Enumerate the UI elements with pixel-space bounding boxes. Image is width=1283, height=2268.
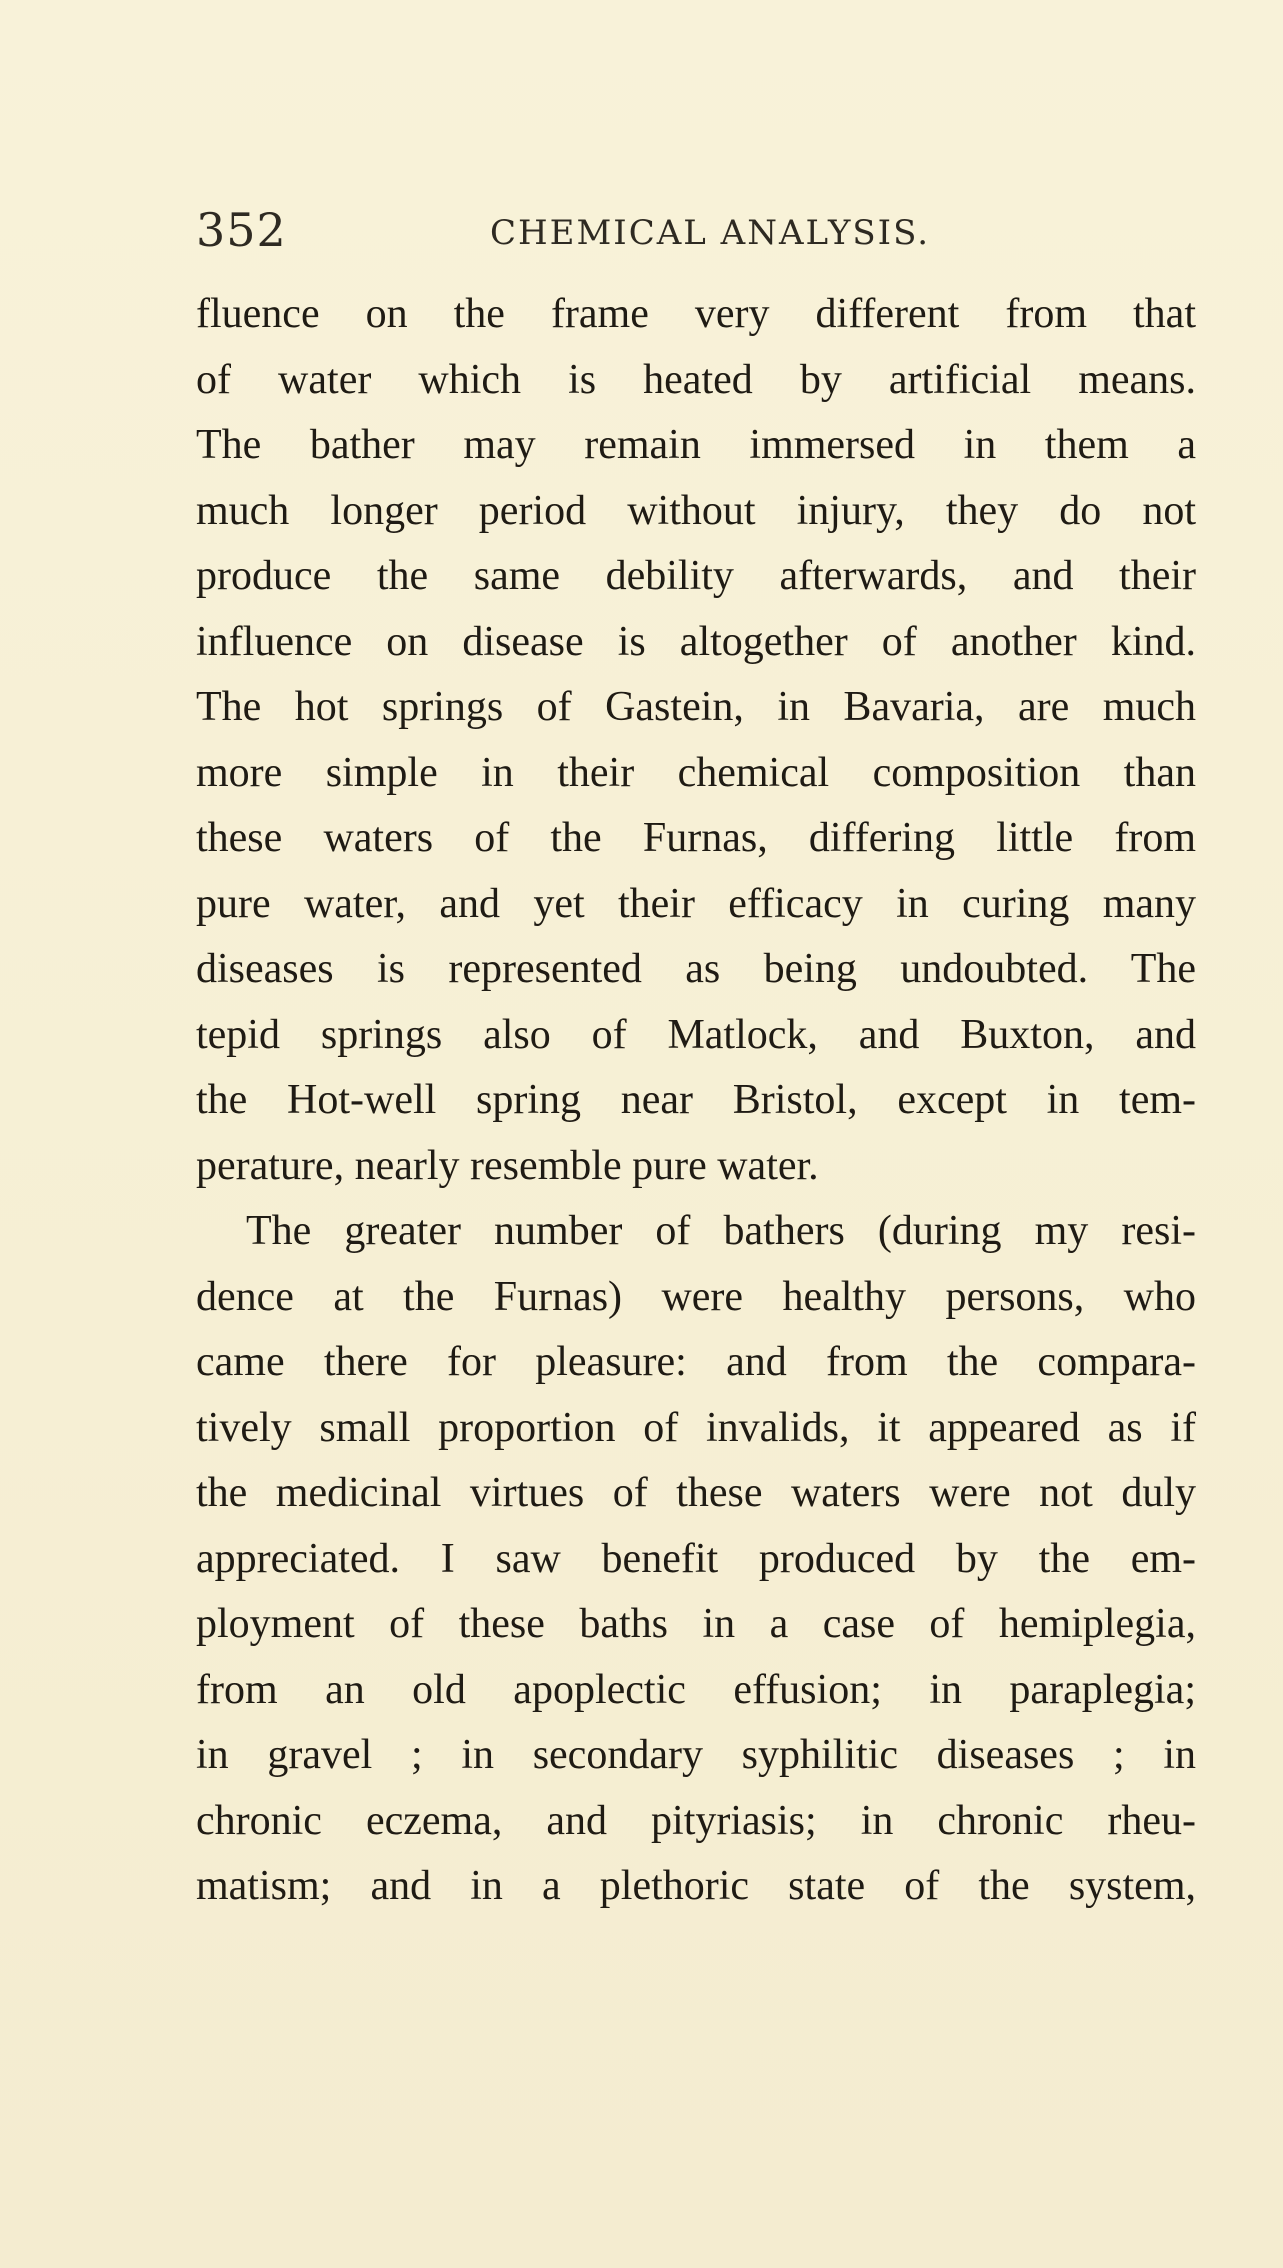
text-line: the medicinal virtues of these waters were not duly <box>196 1470 1196 1516</box>
text-line: diseases is represented as being undoubted. The <box>196 946 1196 992</box>
body-text <box>196 282 1196 1920</box>
text-line: produce the same debility afterwards, and their <box>196 553 1196 599</box>
text-line: appreciated. I saw benefit produced by the em- <box>196 1535 1196 1582</box>
text-line: more simple in their chemical composition than <box>196 749 1196 796</box>
text-line: fluence on the frame very different from that <box>196 291 1196 337</box>
text-line: dence at the Furnas) were healthy persons, who <box>196 1273 1196 1320</box>
text-line: The bather may remain immersed in them a <box>196 422 1196 468</box>
text-line: the Hot-well spring near Bristol, except in tem- <box>196 1077 1196 1123</box>
text-line: influence on disease is altogether of another kind. <box>196 618 1196 665</box>
text-line: tively small proportion of invalids, it appeared as if <box>196 1404 1196 1451</box>
text-line: chronic eczema, and pityriasis; in chronic rheu- <box>196 1797 1196 1844</box>
text-line: The hot springs of Gastein, in Bavaria, are much <box>196 684 1196 730</box>
text-line: of water which is heated by artificial means. <box>196 356 1196 403</box>
text-line: these waters of the Furnas, differing little from <box>196 815 1196 861</box>
text-line: in gravel ; in secondary syphilitic diseases ; in <box>196 1732 1196 1778</box>
text-line-paragraph-end: perature, nearly resemble pure water. <box>196 1142 819 1189</box>
text-line: came there for pleasure: and from the compara- <box>196 1339 1196 1385</box>
page-header <box>196 200 1196 270</box>
text-line: matism; and in a plethoric state of the system, <box>196 1863 1196 1909</box>
running-head: CHEMICAL ANALYSIS. <box>490 213 930 253</box>
page-number: 352 <box>196 203 287 257</box>
text-line: from an old apoplectic effusion; in paraplegia; <box>196 1666 1196 1713</box>
text-line: ployment of these baths in a case of hemiplegia, <box>196 1601 1196 1647</box>
text-line: tepid springs also of Matlock, and Buxton, and <box>196 1011 1196 1058</box>
text-line-paragraph-start: The greater number of bathers (during my resi- <box>246 1208 1196 1254</box>
text-line: much longer period without injury, they do not <box>196 487 1196 534</box>
text-line: pure water, and yet their efficacy in curing many <box>196 880 1196 927</box>
